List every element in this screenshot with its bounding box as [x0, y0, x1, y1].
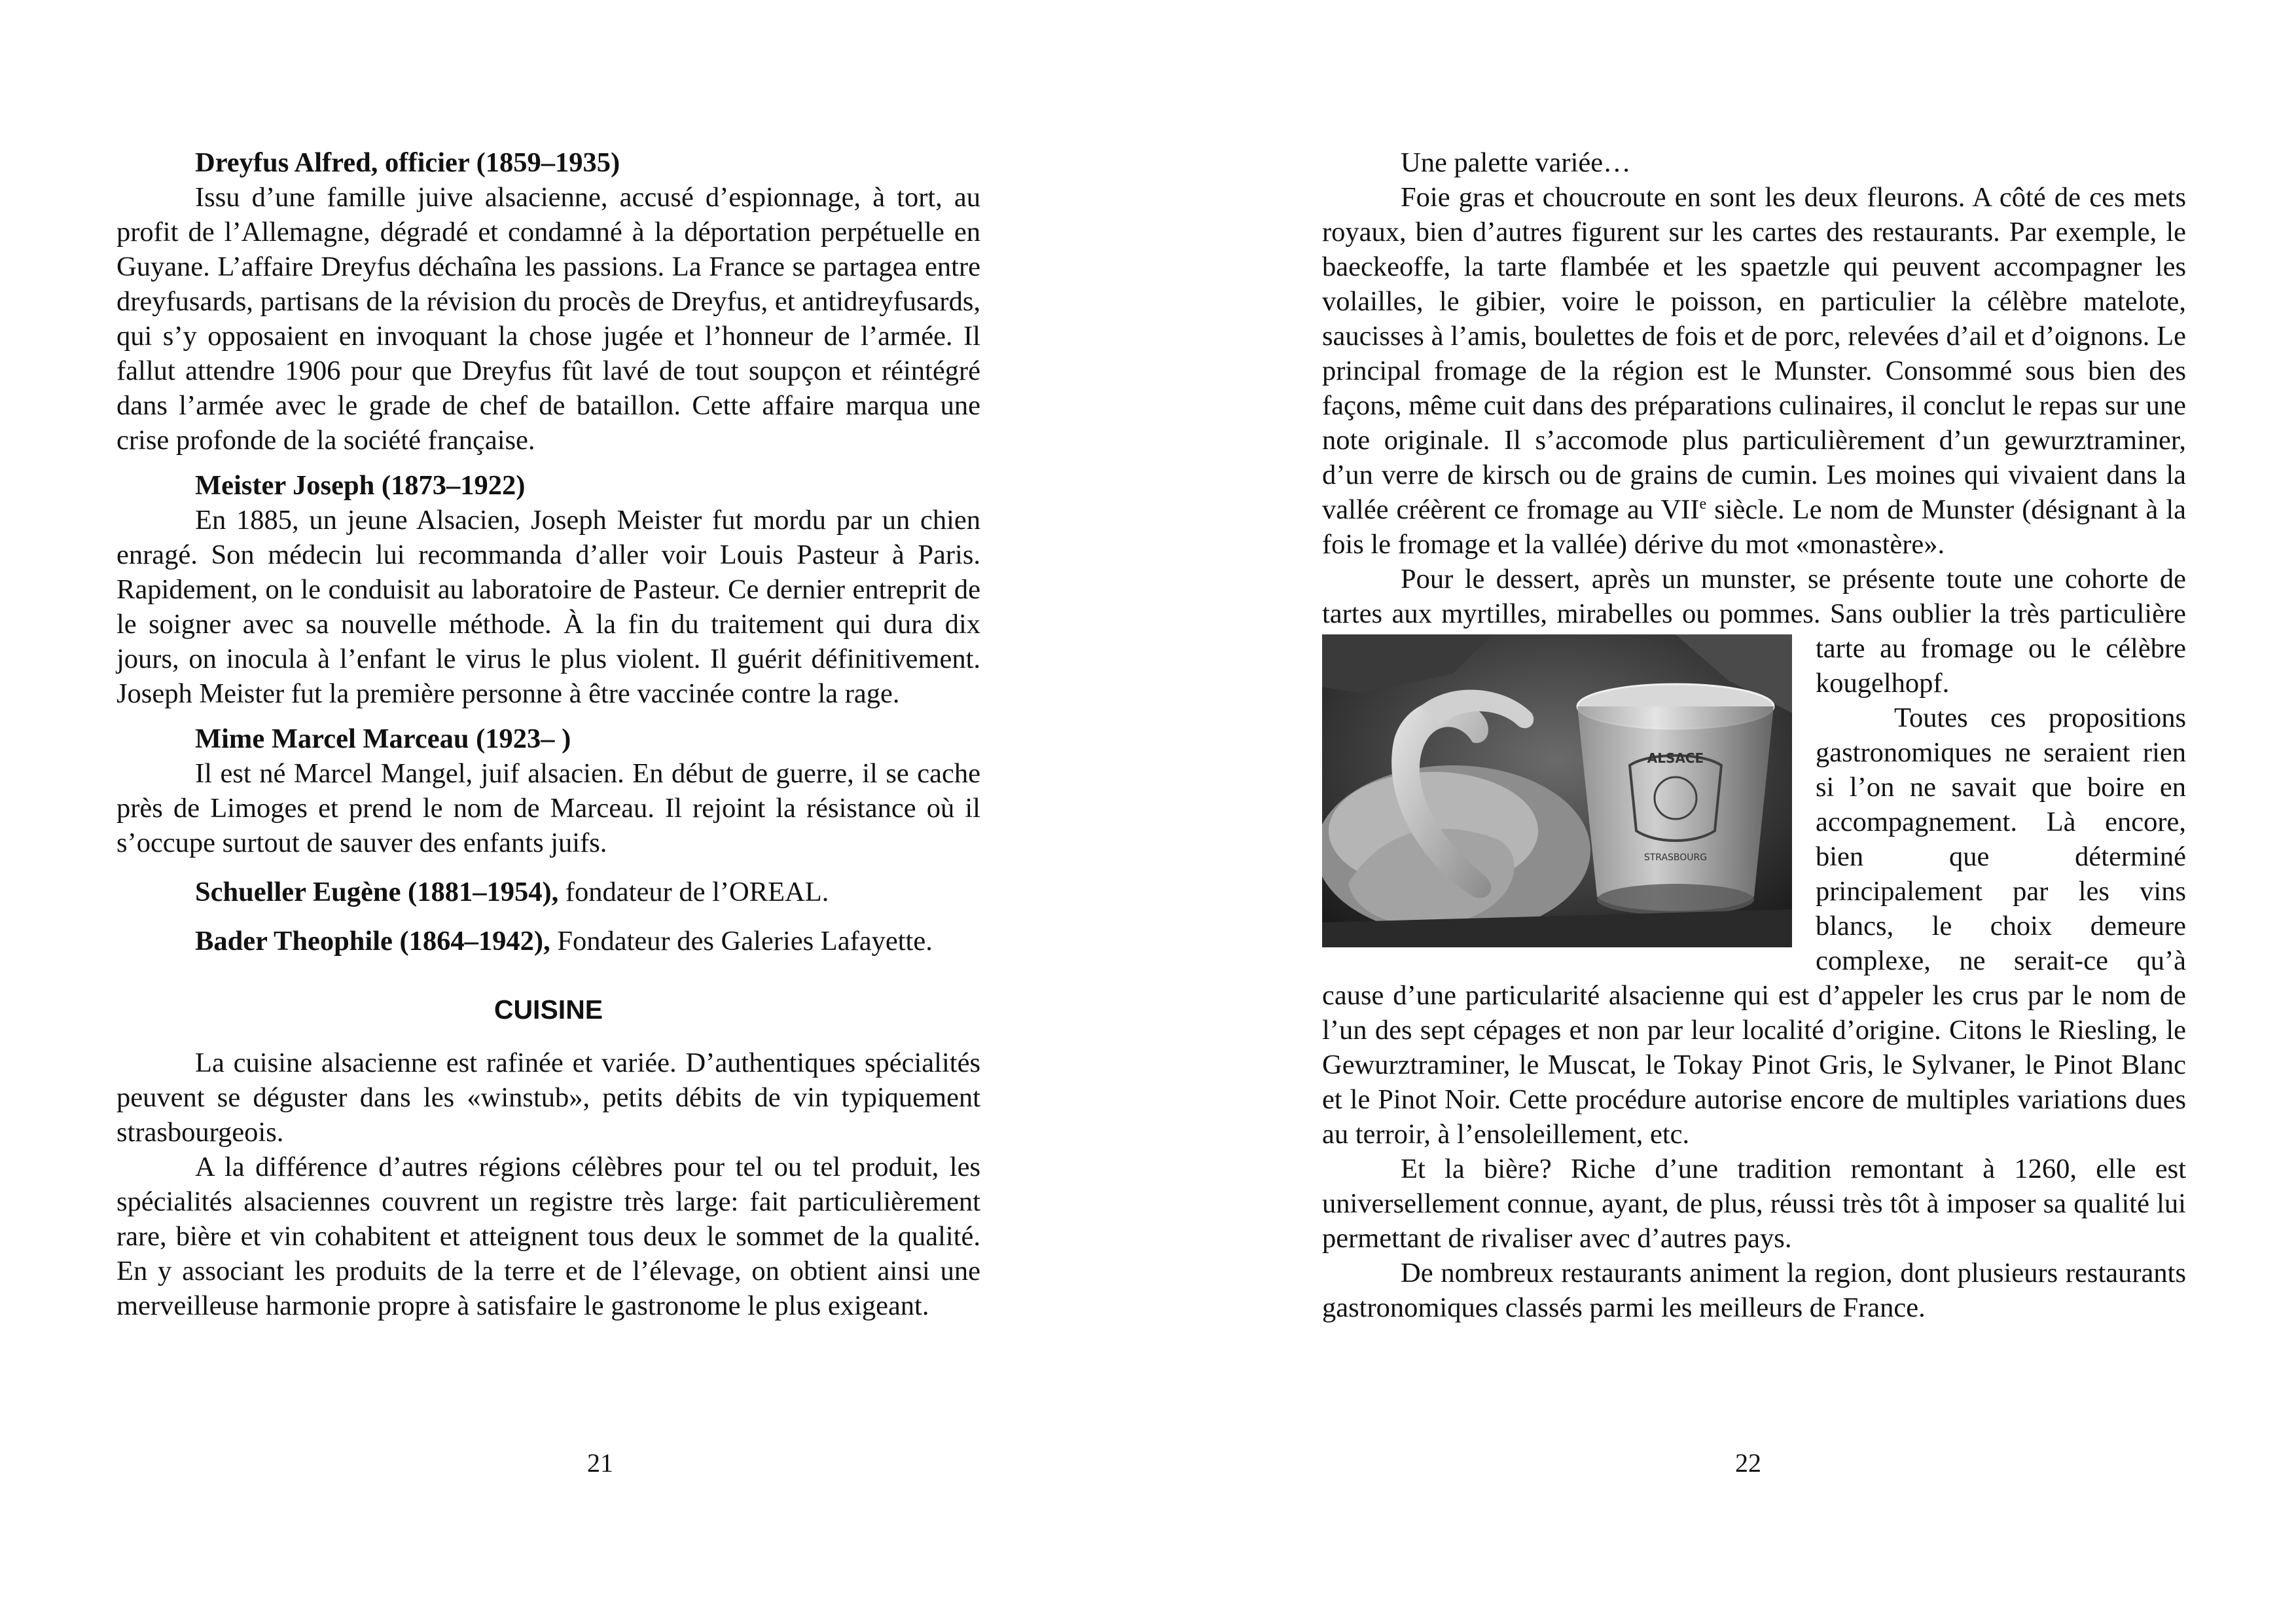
paragraph-text: Foie gras et choucroute en sont les deux fleurons. A côté de ces mets royaux, bien d’autres figurent sur les cartes des restaurants. Par exemple, le baeckeoffe, la tarte flambée et les spaetzle qui peuvent accompagner les volailles, le gibier, voire le poisson, en particulier la célèbre matelote, saucisses à l’amis, boulettes de fois et de porc, relevées d’ail et d’oignons. Le principal fromage de la région est le Munster. Consommé sous bien des façons, même cuit dans des préparations culinaires, il conclut le repas sur une note originale. Il s’accomode plus particulièrement d’un gewurztraminer, d’un verre de kirsch ou de grains de cumin. Les moines qui vivaient dans la vallée créèrent ce fromage au VII: [1322, 182, 2186, 525]
superscript: e: [1699, 495, 1707, 513]
credit-name: Schueller Eugène (1881–1954),: [195, 877, 559, 907]
paragraph-restaurants: De nombreux restaurants animent la region, dont plusieurs restaurants gastronomiques classés parmi les meilleurs de France.: [1322, 1258, 2186, 1323]
bio-title: Meister Joseph (1873–1922): [195, 470, 526, 501]
photo-illustration: [1322, 634, 1792, 947]
page-number: 22: [1735, 1448, 1761, 1478]
credit-role: fondateur de l’OREAL.: [558, 877, 829, 907]
glass-text-bottom: STRASBOURG: [1643, 852, 1708, 863]
right-column: [1322, 145, 2186, 1325]
bio-text: En 1885, un jeune Alsacien, Joseph Meister fut mordu par un chien enragé. Son médecin lui recommanda d’aller voir Louis Pasteur à Paris. Rapidement, on le conduisit au laboratoire de Pasteur. Ce dernier entreprit de le soigner avec sa nouvelle méthode. À la fin du traitement qui dura dix jours, on inocula à l’enfant le virus le plus violent. Il guérit définitivement. Joseph Meister fut la première personne à être vaccinée contre la rage.: [117, 505, 980, 709]
page-number: 21: [587, 1448, 613, 1478]
paragraph-wine: Toutes ces propositions gastronomiques ne seraient rien si l’on ne savait que boire en accompagnement. Là encore, bien que déterminé principalement par les vins blancs, le choix demeure complexe, ne serait-ce qu’à cause d’une particularité alsacienne qui est d’appeler les crus par le nom de l’un des sept cépages et non par leur localité d’origine. Citons le Riesling, le Gewurztraminer, le Muscat, le Tokay Pinot Gris, le Sylvaner, le Pinot Blanc et le Pinot Noir. Cette procédure autorise encore de multiples variations dues au terroir, à l’ensoleillement, etc.: [1322, 702, 2186, 1150]
credit-role: Fondateur des Galeries Lafayette.: [550, 926, 933, 957]
paragraph-beer: Et la bière? Riche d’une tradition remontant à 1260, elle est universellement connue, ayant, de plus, réussi très tôt à imposer sa qualité lui permettant de rivaliser avec d’autres pays.: [1322, 1154, 2186, 1254]
paragraph-text: siècle. Le nom de Munster (désignant à la fois le fromage et la vallée) dérive du mot «monastère».: [1322, 494, 2187, 560]
bio-marceau: [117, 721, 980, 860]
paragraph-text-start: Pour le dessert, après un munster, se présente toute une cohorte de tartes aux myrtilles, mirabelles ou pommes. Sans oublier la très: [1322, 564, 2186, 629]
photo-alsace-food: [1322, 634, 1792, 947]
credit-bader: [117, 924, 980, 958]
intro-line: Une palette variée…: [1401, 147, 1631, 178]
glass-text-top: ALSACE: [1647, 750, 1704, 766]
bio-text: Issu d’une famille juive alsacienne, accusé d’espionnage, à tort, au profit de l’Allemagne, dégradé et condamné à la déportation perpétuelle en Guyane. L’affaire Dreyfus déchaîna les passions. La France se partagea entre dreyfusards, partisans de la révision du procès de Dreyfus, et antidreyfusards, qui s’y opposaient en invoquant la chose jugée et l’honneur de l’armée. Il fallut attendre 1906 pour que Dreyfus fût lavé de tout soupçon et réintégré dans l’armée avec le grade de chef de bataillon. Cette affaire marqua une crise profonde de la société française.: [117, 182, 980, 456]
bio-dreyfus: [117, 145, 980, 458]
cuisine-paragraph-2: A la différence d’autres régions célèbres pour tel ou tel produit, les spécialités alsaciennes couvrent un registre très large: fait particulièrement rare, bière et vin cohabitent et atteignent tous deux le sommet de la qualité. En y associant les produits de la terre et de l’élevage, on obtient ainsi une merveilleuse harmonie propre à satisfaire le gastronome le plus exigeant.: [117, 1152, 980, 1321]
cuisine-paragraph-1: La cuisine alsacienne est rafinée et variée. D’authentiques spécialités peuvent se déguster dans les «winstub», petits débits de vin typiquement strasbourgeois.: [117, 1048, 980, 1148]
section-heading-cuisine: CUISINE: [493, 994, 603, 1025]
left-column: [117, 145, 980, 1323]
paragraph-dessert: [1322, 562, 2186, 863]
bio-title: Mime Marcel Marceau (1923– ): [195, 723, 571, 754]
bio-text: Il est né Marcel Mangel, juif alsacien. En début de guerre, il se cache près de Limoges et prend le nom de Marceau. Il rejoint la résistance où il s’occupe surtout de sauver des enfants juifs.: [117, 758, 980, 858]
credit-name: Bader Theophile (1864–1942),: [195, 926, 550, 957]
paragraph-text-end: particulière tarte au fromage ou le célèbre kougelhopf.: [1816, 598, 2186, 699]
bio-meister: [117, 468, 980, 711]
credit-schueller: [117, 875, 980, 909]
bio-title: Dreyfus Alfred, officier (1859–1935): [195, 147, 620, 178]
right-page: [1148, 0, 2296, 1623]
paragraph-foie-gras: [1322, 180, 2186, 562]
